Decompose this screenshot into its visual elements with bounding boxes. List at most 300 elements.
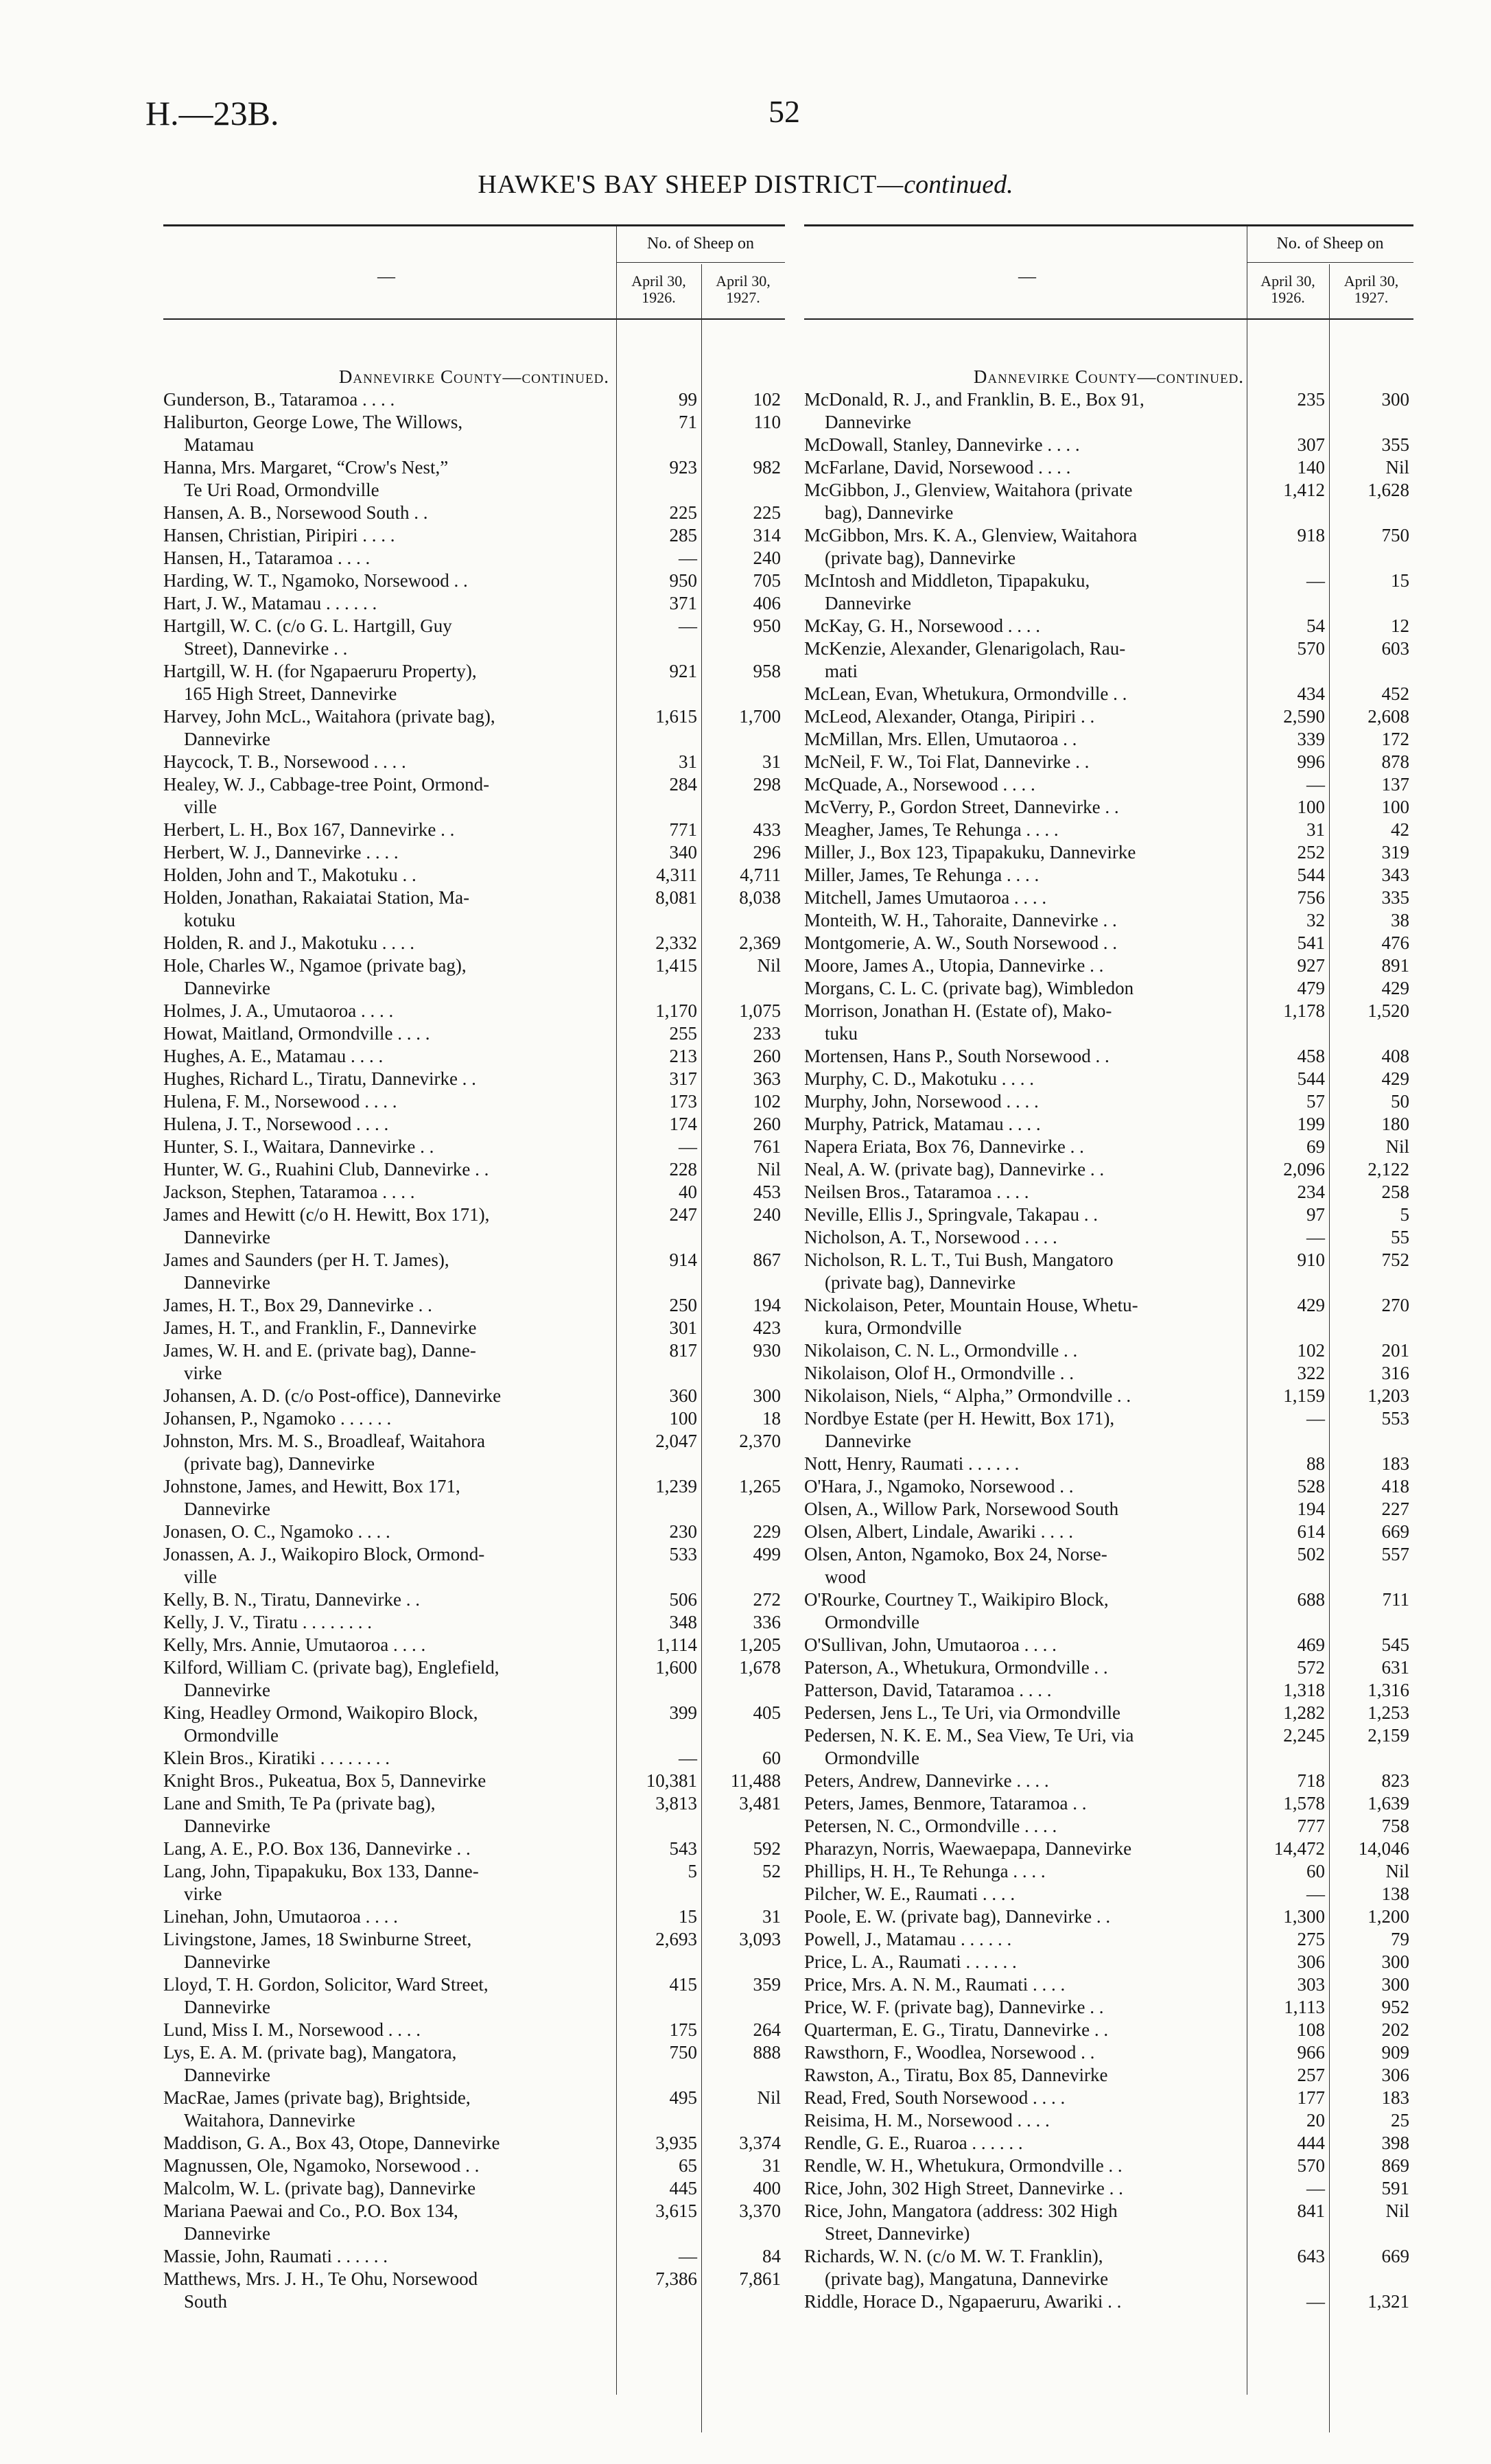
table-row [804,1543,1413,1588]
table-row [163,1430,785,1475]
sheep-1926: 479 [1297,978,1325,998]
sheep-1926: 285 [669,525,697,545]
owner-name [804,2245,1240,2290]
sheep-1927: 60 [762,1748,781,1768]
owner-line-1: McIntosh and Middleton, Tipapakuku, [804,570,1090,591]
table-row [804,796,1413,819]
sheep-1927: 55 [1391,1227,1409,1247]
sheep-1927: 1,203 [1367,1385,1409,1406]
table-row [804,1294,1413,1339]
owner-name [804,773,1240,796]
owner-name [804,1815,1240,1838]
owner-line-1: Gunderson, B., Tataramoa . . . . [163,389,395,410]
table-row [804,1588,1413,1634]
owner-line-1: Hansen, A. B., Norsewood South . . [163,502,428,523]
sheep-1926: 927 [1297,955,1325,976]
owner-line-1: McGibbon, Mrs. K. A., Glenview, Waitahora [804,525,1138,545]
owner-line-1: McMillan, Mrs. Ellen, Umutaoroa . . [804,729,1077,749]
owner-name [804,796,1240,819]
table-row [804,2019,1413,2041]
sheep-1926: — [679,2246,697,2266]
owner-name [163,2087,609,2132]
header-col-1926 [616,273,701,306]
owner-name [163,887,609,932]
owner-name [804,2041,1240,2064]
owner-name [804,1973,1240,1996]
owner-name [163,524,609,547]
table-row [163,388,785,411]
owner-line-1: Hansen, H., Tataramoa . . . . [163,548,371,568]
sheep-1927: 110 [753,412,781,432]
owner-line-1: Miller, James, Te Rehunga . . . . [804,865,1040,885]
header-dash: — [1018,266,1036,286]
owner-name [163,751,609,773]
owner-name [163,1294,609,1317]
owner-line-2: Dannevirke [184,1272,270,1293]
sheep-1927: 1,200 [1367,1906,1409,1927]
sheep-1926: 469 [1297,1634,1325,1655]
owner-name [163,1022,609,1045]
sheep-1927: 180 [1381,1114,1409,1134]
owner-name [163,1204,609,1249]
table-row [804,819,1413,841]
owner-name [804,570,1240,615]
owner-line-1: McFarlane, David, Norsewood . . . . [804,457,1071,478]
sheep-1927: 1,253 [1367,1702,1409,1723]
sheep-1926: — [1306,1408,1325,1429]
sheep-1926: 371 [669,593,697,613]
sheep-1927: 100 [1381,797,1409,817]
table-row [163,2177,785,2200]
sheep-1927: 429 [1381,1068,1409,1089]
table-row [804,1339,1413,1362]
sheep-1927: 300 [1381,1974,1409,1995]
sheep-1926: 140 [1297,457,1325,478]
sheep-1927: 453 [753,1182,781,1202]
table-row [163,1407,785,1430]
sheep-1927: 433 [753,819,781,840]
sheep-1926: 771 [669,819,697,840]
owner-line-1: Rendle, W. H., Whetukura, Ormondville . . [804,2155,1123,2176]
sheep-1926: 340 [669,842,697,863]
sheep-1926: 54 [1306,615,1325,636]
owner-name [163,1656,609,1702]
header-col-1926-line2: 1926. [1271,289,1305,306]
sheep-1926: 5 [688,1861,697,1881]
owner-name [163,1860,609,1905]
owner-name [163,864,609,887]
owner-line-1: Massie, John, Raumati . . . . . . [163,2246,388,2266]
owner-line-1: Johansen, P., Ngamoko . . . . . . [163,1408,392,1429]
table-row [163,1022,785,1045]
owner-line-1: Jonasen, O. C., Ngamoko . . . . [163,1521,390,1542]
sheep-1926: 174 [669,1114,697,1134]
sheep-1927: 25 [1391,2110,1409,2131]
sheep-1927: 3,481 [739,1793,781,1814]
sheep-1926: 199 [1297,1114,1325,1134]
owner-line-1: Lang, A. E., P.O. Box 136, Dannevirke . . [163,1838,471,1859]
section-heading [804,366,1413,388]
table-row [804,773,1413,796]
table-row [804,1068,1413,1090]
owner-line-1: Lys, E. A. M. (private bag), Mangatora, [163,2042,457,2063]
sheep-1927: 183 [1381,1453,1409,1474]
table-row [163,2245,785,2268]
owner-line-1: Lane and Smith, Te Pa (private bag), [163,1793,436,1814]
sheep-1927: 758 [1381,1816,1409,1836]
sheep-1926: 399 [669,1702,697,1723]
table-row [163,1317,785,1339]
owner-name [804,1158,1240,1181]
sheep-1927: 1,316 [1367,1680,1409,1700]
owner-line-1: McKay, G. H., Norsewood . . . . [804,615,1040,636]
sheep-1926: 688 [1297,1589,1325,1610]
sheep-1926: 15 [679,1906,697,1927]
table-row [163,1770,785,1792]
section-heading-text: Dannevirke County—continued. [338,366,610,387]
sheep-1927: 476 [1381,932,1409,953]
owner-line-1: Rawsthorn, F., Woodlea, Norsewood . . [804,2042,1095,2063]
sheep-1926: 415 [669,1974,697,1995]
sheep-1926: 3,935 [655,2133,697,2153]
page-number: 52 [768,94,800,129]
table-row [163,2200,785,2245]
sheep-1926: 495 [669,2087,697,2108]
sheep-1926: 97 [1306,1204,1325,1225]
sheep-1926: 247 [669,1204,697,1225]
owner-name [804,1249,1240,1294]
table-row [804,1090,1413,1113]
owner-line-1: Kilford, William C. (private bag), Englefield, [163,1657,500,1678]
owner-name [804,1226,1240,1249]
sheep-1927: 545 [1381,1634,1409,1655]
table-row [804,909,1413,932]
sheep-1927: 260 [753,1046,781,1066]
table-row [804,705,1413,728]
sheep-1926: 643 [1297,2246,1325,2266]
sheep-1926: 99 [679,389,697,410]
owner-name [804,1860,1240,1883]
owner-line-2: Ormondville [825,1748,919,1768]
table-row [804,434,1413,456]
owner-line-2: Te Uri Road, Ormondville [184,480,379,500]
owner-line-1: Rendle, G. E., Ruaroa . . . . . . [804,2133,1023,2153]
owner-name [163,456,609,502]
owner-name [804,1883,1240,1905]
sheep-1927: 12 [1391,615,1409,636]
sheep-1927: 423 [753,1317,781,1338]
table-row [163,1860,785,1905]
table-row [804,2155,1413,2177]
table-row [804,1973,1413,1996]
header-col-1926-line1: April 30, [1260,272,1315,290]
sheep-1926: 541 [1297,932,1325,953]
sheep-1927: 958 [753,661,781,681]
owner-line-1: Mitchell, James Umutaoroa . . . . [804,887,1047,908]
owner-name [163,1521,609,1543]
owner-line-1: Riddle, Horace D., Ngapaeruru, Awariki . . [804,2291,1122,2312]
header-col-1926 [1247,273,1329,306]
sheep-1926: 841 [1297,2201,1325,2221]
sheep-1926: 100 [669,1408,697,1429]
owner-name [804,2064,1240,2087]
table-row [804,841,1413,864]
owner-name [163,502,609,524]
table-row [804,1385,1413,1407]
owner-line-2: Dannevirke [825,412,911,432]
title-continued: continued. [904,170,1013,199]
owner-line-1: Johnston, Mrs. M. S., Broadleaf, Waitahora [163,1431,486,1451]
sheep-1927: 405 [753,1702,781,1723]
owner-line-1: Nott, Henry, Raumati . . . . . . [804,1453,1020,1474]
owner-name [804,1679,1240,1702]
owner-line-1: Harding, W. T., Ngamoko, Norsewood . . [163,570,468,591]
sheep-1926: 1,412 [1283,480,1325,500]
owner-line-2: Dannevirke [825,593,911,613]
sheep-1927: 1,520 [1367,1000,1409,1021]
owner-name [804,1588,1240,1634]
table-row [163,773,785,819]
sheep-1926: 2,245 [1283,1725,1325,1746]
owner-line-2: Street), Dannevirke . . [184,638,348,659]
owner-line-1: Howat, Maitland, Ormondville . . . . [163,1023,430,1044]
sheep-1926: 284 [669,774,697,795]
sheep-1926: 31 [1306,819,1325,840]
sheep-1926: — [1306,2178,1325,2198]
owner-name [804,932,1240,954]
owner-line-1: Haycock, T. B., Norsewood . . . . [163,751,406,772]
sheep-1927: 408 [1381,1046,1409,1066]
sheep-1927: 172 [1381,729,1409,749]
sheep-1926: 2,693 [655,1929,697,1949]
owner-line-2: South [184,2291,228,2312]
header-col-1927-line1: April 30, [716,272,771,290]
owner-line-1: Moore, James A., Utopia, Dannevirke . . [804,955,1104,976]
table-row [163,1113,785,1136]
owner-line-2: (private bag), Dannevirke [184,1453,375,1474]
owner-name [804,819,1240,841]
sheep-1927: 603 [1381,638,1409,659]
sheep-1927: 3,370 [739,2201,781,2221]
owner-line-1: Reisima, H. M., Norsewood . . . . [804,2110,1050,2131]
owner-line-2: Dannevirke [184,2223,270,2244]
table-row [163,1838,785,1860]
sheep-1926: 348 [669,1612,697,1632]
owner-line-1: James, H. T., Box 29, Dannevirke . . [163,1295,432,1315]
table-header [163,226,785,320]
table-row [804,1656,1413,1679]
owner-line-1: Rice, John, 302 High Street, Dannevirke . . [804,2178,1123,2198]
owner-name [804,977,1240,1000]
header-col-1927 [701,273,785,306]
table-row [163,841,785,864]
sheep-1927: 336 [753,1612,781,1632]
sheep-1927: 592 [753,1838,781,1859]
owner-name [163,615,609,660]
sheep-1926: 4,311 [656,865,697,885]
owner-line-2: (private bag), Dannevirke [825,1272,1016,1293]
sheep-1926: 1,300 [1283,1906,1325,1927]
sheep-1926: 301 [669,1317,697,1338]
sheep-1926: 458 [1297,1046,1325,1066]
owner-line-1: Nickolaison, Peter, Mountain House, Whetu- [804,1295,1138,1315]
sheep-1926: 570 [1297,638,1325,659]
sheep-1926: 506 [669,1589,697,1610]
table-row [804,1905,1413,1928]
sheep-1926: 20 [1306,2110,1325,2131]
sheep-1927: 909 [1381,2042,1409,2063]
owner-line-1: Price, L. A., Raumati . . . . . . [804,1951,1017,1972]
sheep-1927: 15 [1391,570,1409,591]
owner-name [804,615,1240,637]
owner-name [804,434,1240,456]
table-row [804,1362,1413,1385]
owner-name [163,1136,609,1158]
owner-line-2: bag), Dannevirke [825,502,954,523]
owner-name [163,2019,609,2041]
owner-name [804,1339,1240,1362]
sheep-1926: 10,381 [646,1770,697,1791]
sheep-1926: 614 [1297,1521,1325,1542]
owner-name [804,479,1240,524]
table-row [163,864,785,887]
owner-line-1: McDonald, R. J., and Franklin, B. E., Box 91, [804,389,1144,410]
owner-line-1: Peters, James, Benmore, Tataramoa . . [804,1793,1087,1814]
owner-name [804,637,1240,683]
table-row [804,1249,1413,1294]
owner-name [163,1702,609,1747]
owner-line-1: Meagher, James, Te Rehunga . . . . [804,819,1059,840]
owner-name [804,1724,1240,1770]
sheep-1927: 591 [1381,2178,1409,2198]
owner-line-1: Hartgill, W. C. (c/o G. L. Hartgill, Guy [163,615,452,636]
owner-line-2: Waitahora, Dannevirke [184,2110,355,2131]
sheep-1926: 950 [669,570,697,591]
table-row [804,2290,1413,2313]
owner-line-1: Pedersen, N. K. E. M., Sea View, Te Uri, via [804,1725,1134,1746]
owner-line-1: O'Rourke, Courtney T., Waikipiro Block, [804,1589,1109,1610]
owner-name [804,1136,1240,1158]
owner-name [804,909,1240,932]
owner-name [163,1475,609,1521]
owner-name [804,2019,1240,2041]
owner-name [804,2109,1240,2132]
owner-line-1: Rawston, A., Tiratu, Box 85, Dannevirke [804,2065,1108,2085]
owner-name [163,411,609,456]
owner-line-1: Holden, John and T., Makotuku . . [163,865,416,885]
owner-line-2: Dannevirke [184,978,270,998]
sheep-1927: 42 [1391,819,1409,840]
table-row [163,2087,785,2132]
sheep-1927: Nil [757,955,781,976]
sheep-1926: 1,114 [656,1634,697,1655]
sheep-1927: 2,369 [739,932,781,953]
sheep-1926: 996 [1297,751,1325,772]
table-row [163,615,785,660]
sheep-1927: 183 [1381,2087,1409,2108]
sheep-1926: 777 [1297,1816,1325,1836]
sheep-1926: 1,600 [655,1657,697,1678]
table-row [163,1090,785,1113]
sheep-1927: 240 [753,1204,781,1225]
table-row [804,1815,1413,1838]
sheep-1927: 669 [1381,2246,1409,2266]
table-row [804,954,1413,977]
table-row [163,1045,785,1068]
owner-line-1: James and Hewitt (c/o H. Hewitt, Box 171), [163,1204,490,1225]
owner-line-1: Miller, J., Box 123, Tipapakuku, Dannevirke [804,842,1136,863]
owner-line-1: Peters, Andrew, Dannevirke . . . . [804,1770,1049,1791]
owner-name [804,683,1240,705]
sheep-1926: 322 [1297,1363,1325,1383]
sheep-1927: 202 [1381,2019,1409,2040]
owner-name [163,1905,609,1928]
sheep-1927: 398 [1381,2133,1409,2153]
sheep-1927: 1,628 [1367,480,1409,500]
owner-line-1: Hughes, Richard L., Tiratu, Dannevirke . . [163,1068,476,1089]
sheep-1927: Nil [1385,1136,1409,1157]
owner-name [163,2041,609,2087]
owner-line-2: Dannevirke [184,1499,270,1519]
owner-line-1: McDowall, Stanley, Dannevirke . . . . [804,434,1080,455]
sheep-1926: 57 [1306,1091,1325,1112]
sheep-1927: 557 [1381,1544,1409,1564]
owner-line-2: Dannevirke [184,1997,270,2017]
sheep-1927: 1,321 [1367,2291,1409,2312]
owner-line-2: virke [184,1363,222,1383]
sheep-1926: 230 [669,1521,697,1542]
owner-name [163,547,609,570]
sheep-1926: 255 [669,1023,697,1044]
owner-line-2: Dannevirke [184,729,270,749]
owner-line-2: mati [825,661,858,681]
table-row [163,2041,785,2087]
table-row [804,1996,1413,2019]
sheep-1927: 1,205 [739,1634,781,1655]
owner-name [804,864,1240,887]
owner-name [163,1045,609,1068]
owner-name [804,1905,1240,1928]
sheep-1927: 260 [753,1114,781,1134]
table-row [804,570,1413,615]
owner-line-1: Hartgill, W. H. (for Ngapaeruru Property), [163,661,477,681]
owner-name [804,1792,1240,1815]
header-subline [616,262,785,263]
owner-line-1: Johansen, A. D. (c/o Post-office), Dannevirke [163,1385,502,1406]
owner-line-1: Paterson, A., Whetukura, Ormondville . . [804,1657,1108,1678]
header-col-1926-line1: April 30, [631,272,686,290]
owner-line-1: Pharazyn, Norris, Waewaepapa, Dannevirke [804,1838,1132,1859]
owner-line-1: Richards, W. N. (c/o M. W. T. Franklin), [804,2246,1103,2266]
sheep-1926: 14,472 [1273,1838,1325,1859]
owner-name [163,2155,609,2177]
owner-line-1: Magnussen, Ole, Ngamoko, Norsewood . . [163,2155,480,2176]
owner-line-1: Healey, W. J., Cabbage-tree Point, Ormond- [163,774,490,795]
owner-line-2: Street, Dannevirke) [825,2223,970,2244]
table-row [804,1860,1413,1883]
table-row [804,524,1413,570]
owner-line-1: Mariana Paewai and Co., P.O. Box 134, [163,2201,458,2221]
owner-line-1: Mortensen, Hans P., South Norsewood . . [804,1046,1110,1066]
header-col-1927-line2: 1927. [726,289,760,306]
owner-line-1: Monteith, W. H., Tahoraite, Dannevirke . . [804,910,1117,930]
owner-line-2: Dannevirke [184,1680,270,1700]
table-row [804,1792,1413,1815]
table-header [804,226,1413,320]
owner-name [163,1430,609,1475]
sheep-1927: 52 [762,1861,781,1881]
owner-line-1: Holmes, J. A., Umutaoroa . . . . [163,1000,394,1021]
